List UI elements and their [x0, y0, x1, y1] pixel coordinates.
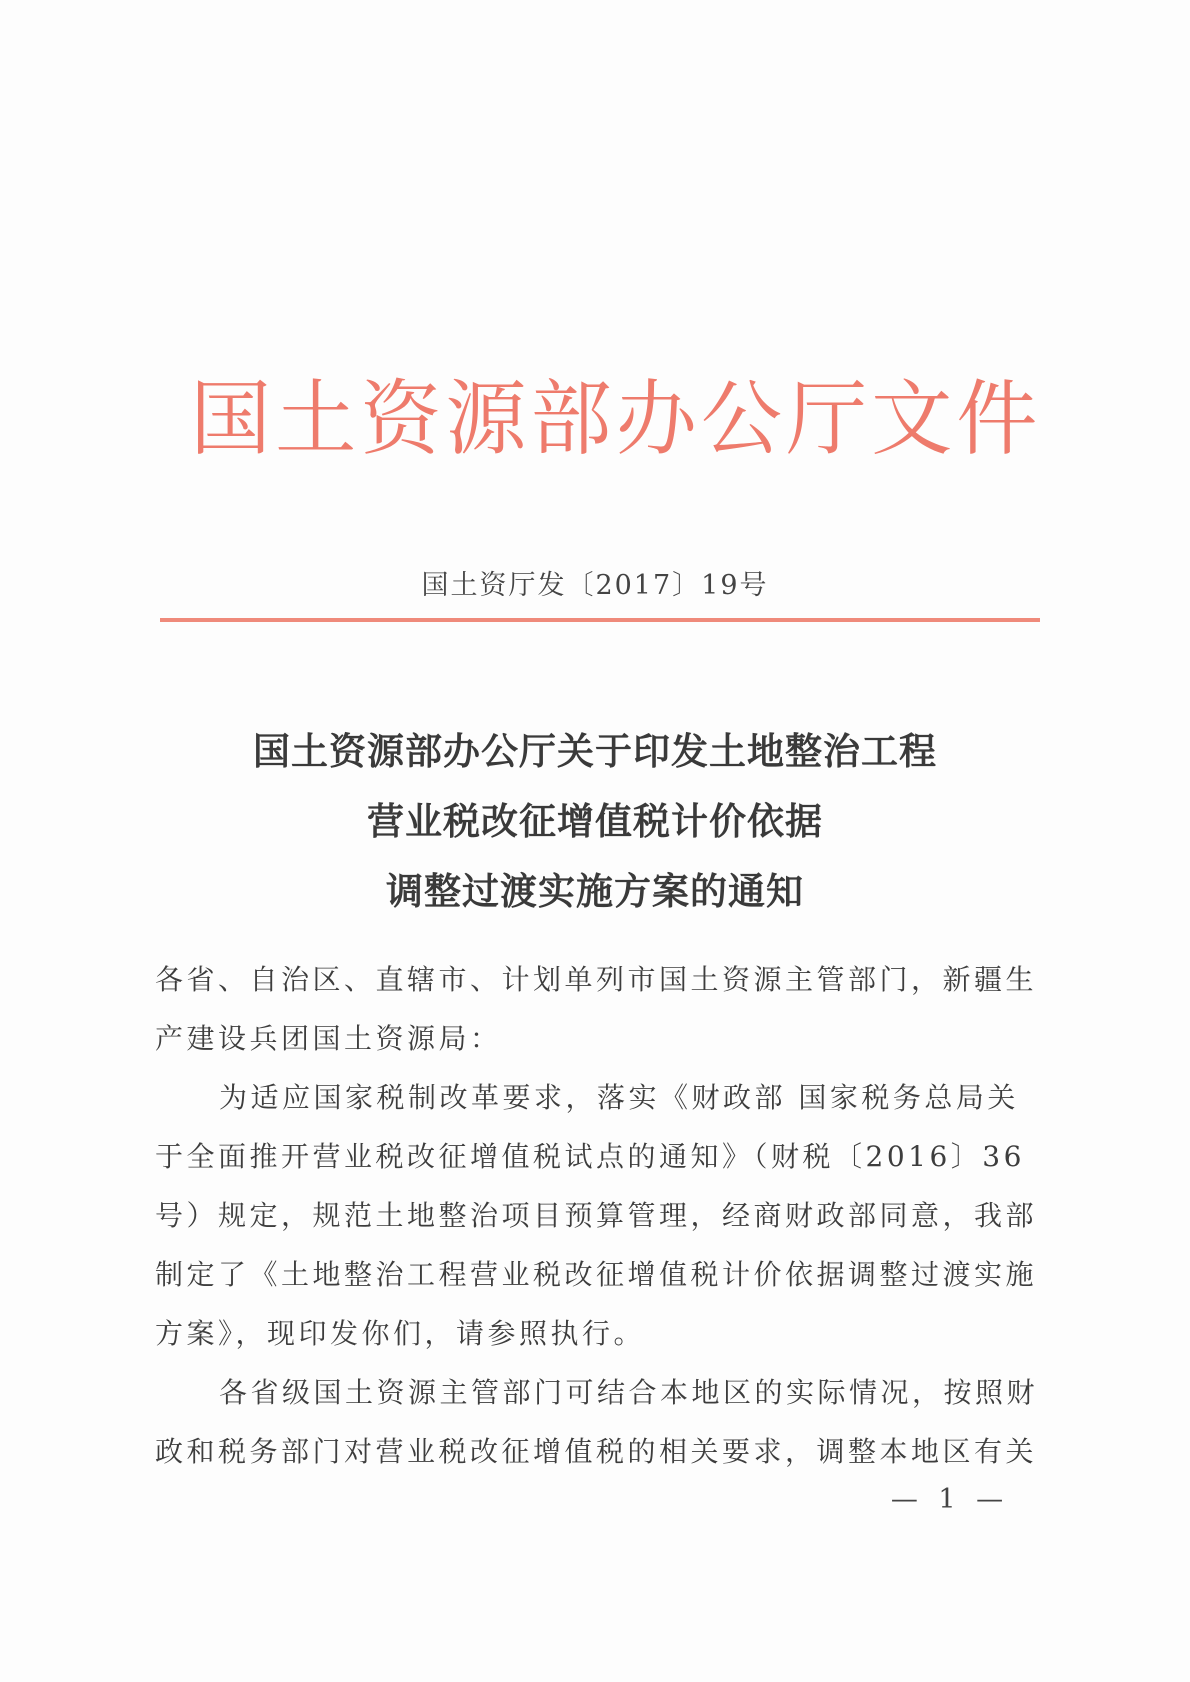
notice-title: [0, 716, 1190, 926]
paragraph-2-line-2: 政和税务部门对营业税改征增值税的相关要求，调整本地区有关: [155, 1435, 1038, 1468]
paragraph-1-line-1: 为适应国家税制改革要求，落实《财政部 国家税务总局关: [219, 1081, 1019, 1114]
addressee-line-2: 产建设兵团国土资源局：: [155, 1022, 502, 1055]
page-number: — 1 —: [890, 1484, 1010, 1515]
paragraph-1-line-2: 于全面推开营业税改征增值税试点的通知》（财税〔2016〕36: [155, 1140, 1025, 1173]
paragraph-1-line-4: 制定了《土地整治工程营业税改征增值税计价依据调整过渡实施: [155, 1258, 1038, 1291]
title-line-3: 调整过渡实施方案的通知: [386, 869, 804, 913]
paragraph-1-line-3: 号）规定，规范土地整治项目预算管理，经商财政部同意，我部: [155, 1199, 1038, 1232]
title-line-1: 国土资源部办公厅关于印发土地整治工程: [253, 729, 937, 773]
red-divider-line: [160, 618, 1040, 622]
paragraph-1-line-5: 方案》，现印发你们，请参照执行。: [155, 1317, 646, 1350]
masthead-title: 国土资源部办公厅文件: [190, 372, 1042, 467]
document-number: 国土资厅发〔2017〕19号: [421, 570, 769, 601]
addressee-line-1: 各省、自治区、直辖市、计划单列市国土资源主管部门，新疆生: [155, 963, 1038, 996]
body-text: [155, 950, 1039, 1481]
paragraph-2-line-1: 各省级国土资源主管部门可结合本地区的实际情况，按照财: [219, 1376, 1039, 1409]
title-line-2: 营业税改征增值税计价依据: [367, 799, 823, 843]
